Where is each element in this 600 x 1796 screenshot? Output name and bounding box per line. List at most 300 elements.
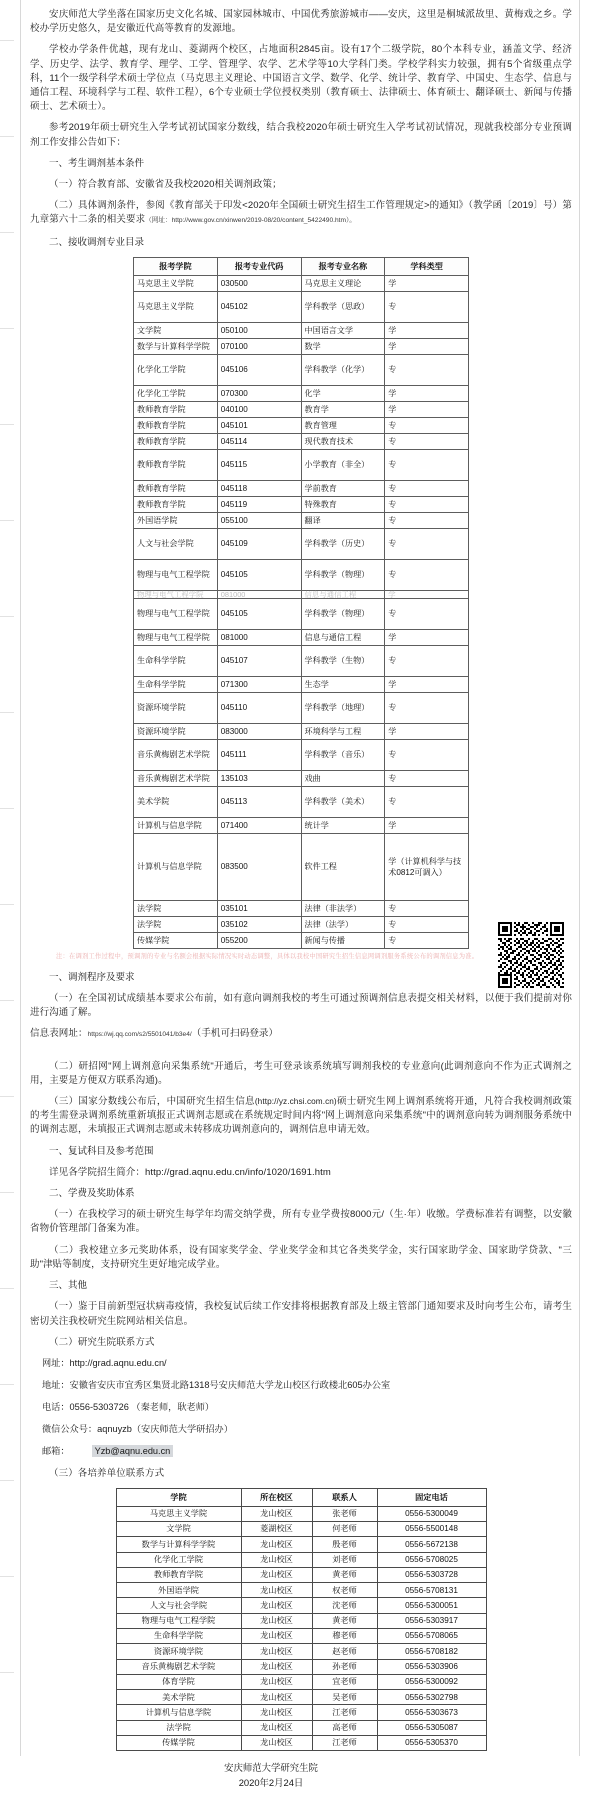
major-cell-code: 045118 xyxy=(217,480,301,496)
major-cell-college: 数学与计算科学学院 xyxy=(134,338,218,354)
table-row xyxy=(116,1659,486,1674)
contact-cell-college: 数学与计算科学学院 xyxy=(116,1537,241,1552)
table-row xyxy=(116,1674,486,1689)
other-item-3: （三）各培养单位联系方式 xyxy=(49,1467,165,1479)
email-value[interactable]: Yzb@aqnu.edu.cn xyxy=(92,1445,174,1457)
table-row xyxy=(116,1598,486,1613)
procedure-item-2: （二）研招网"网上调剂意向采集系统"开通后，考生可登录该系统填写调剂我校的专业意向(此调剂意向不作为正式调剂之用，主要是方便双方联系沟通)。 xyxy=(30,1060,572,1086)
contact-cell-college: 物理与电气工程学院 xyxy=(116,1613,241,1628)
contact-cell-phone: 0556-5708065 xyxy=(377,1629,486,1644)
major-cell-name: 马克思主义理论 xyxy=(301,275,385,291)
major-cell-name: 学科教学（物理） xyxy=(301,598,385,629)
table-row xyxy=(116,1613,486,1628)
contact-cell-person: 殷老师 xyxy=(312,1537,377,1552)
contact-cell-person: 高老师 xyxy=(312,1720,377,1735)
major-cell-type: 学 xyxy=(385,401,469,417)
table-row xyxy=(134,739,469,770)
table-row xyxy=(134,676,469,692)
page-edge-tick xyxy=(0,232,14,233)
page-edge-tick xyxy=(0,712,14,713)
footer-organization: 安庆师范大学研究生院 xyxy=(224,1762,318,1774)
condition-item-2-url: （网址：http://www.gov.cn/xinwen/2019-08/20/content_5422490.htm）。 xyxy=(145,217,356,225)
page-edge-tick xyxy=(0,1288,14,1289)
major-cell-type: 专 xyxy=(385,916,469,932)
major-cell-type: 专 xyxy=(385,598,469,629)
contact-header-campus: 所在校区 xyxy=(241,1489,312,1507)
table-row xyxy=(134,480,469,496)
major-cell-college: 计算机与信息学院 xyxy=(134,833,218,900)
contact-cell-college: 体育学院 xyxy=(116,1674,241,1689)
fee-item-2: （二）我校建立多元奖助体系，设有国家奖学金、学业奖学金和其它各类奖学金，实行国家助学金、国家助学贷款、"三助"津贴等制度，支持研究生更好地完成学业。 xyxy=(30,1244,572,1270)
table-row xyxy=(134,433,469,449)
table-row xyxy=(134,322,469,338)
major-cell-name: 环境科学与工程 xyxy=(301,723,385,739)
contact-cell-person: 江老师 xyxy=(312,1736,377,1751)
major-cell-type: 专 xyxy=(385,291,469,322)
major-cell-college: 法学院 xyxy=(134,900,218,916)
table-row xyxy=(116,1720,486,1735)
major-cell-name: 软件工程 xyxy=(301,833,385,900)
major-cell-name: 学科教学（思政） xyxy=(301,291,385,322)
contact-cell-phone: 0556-5300049 xyxy=(377,1506,486,1521)
catalog-red-note: 注：在调剂工作过程中，预调剂的专业与名额会根据实际情况实时动态调整，具体以我校中国研究生招生信息网调剂服务系统公布的调剂信息为准。 xyxy=(56,952,479,960)
contact-cell-campus: 菱湖校区 xyxy=(241,1522,312,1537)
major-cell-name: 新闻与传播 xyxy=(301,932,385,948)
major-cell-type: 专 xyxy=(385,770,469,786)
table-row xyxy=(134,275,469,291)
major-cell-type: 学 xyxy=(385,676,469,692)
fee-item-1: （一）在我校学习的硕士研究生每学年均需交纳学费，所有专业学费按8000元/（生·年）收缴。学费标准若有调整，以安徽省物价管理部门备案为准。 xyxy=(30,1209,572,1235)
procedure-item-1: （一）在全国初试成绩基本要求公布前，如有意向调剂我校的考生可通过预调剂信息表提交相关材料，以便于我们提前对你进行沟通了解。 xyxy=(30,993,572,1019)
major-cell-college: 法学院 xyxy=(134,916,218,932)
table-row xyxy=(116,1522,486,1537)
major-cell-code: 040100 xyxy=(217,401,301,417)
major-cell-type: 专 xyxy=(385,496,469,512)
page-edge-tick xyxy=(0,904,14,905)
major-cell-name: 翻译 xyxy=(301,512,385,528)
major-cell-code: 045114 xyxy=(217,433,301,449)
contact-cell-phone: 0556-5302798 xyxy=(377,1690,486,1705)
major-cell-type: 专 xyxy=(385,786,469,817)
major-cell-type: 学（计算机科学与技术0812可调入） xyxy=(385,833,469,900)
table-row xyxy=(134,590,469,598)
contact-cell-college: 教师教育学院 xyxy=(116,1567,241,1582)
major-cell-college: 文学院 xyxy=(134,322,218,338)
major-catalog-table xyxy=(133,257,469,949)
contact-cell-phone: 0556-5708182 xyxy=(377,1644,486,1659)
page-edge-tick xyxy=(0,1096,14,1097)
condition-item-2-text: （二）具体调剂条件，参阅《教育部关于印发<2020年全国硕士研究生招生工作管理规定>的通知》（教学函〔2019〕号）第九章第六十二条的相关要求 xyxy=(30,200,572,226)
contact-cell-person: 沈老师 xyxy=(312,1598,377,1613)
condition-item-2 xyxy=(30,199,572,228)
condition-item-1: （一）符合教育部、安徽省及我校2020相关调剂政策； xyxy=(49,179,282,191)
major-cell-name: 学科教学（物理） xyxy=(301,559,385,590)
major-cell-college: 美术学院 xyxy=(134,786,218,817)
table-row xyxy=(134,401,469,417)
major-cell-college: 资源环境学院 xyxy=(134,692,218,723)
intro-paragraph-1: 安庆师范大学坐落在国家历史文化名城、国家园林城市、中国优秀旅游城市——安庆，这里是桐城派故里、黄梅戏之乡。学校办学历史悠久，是安徽近代高等教育的发源地。 xyxy=(30,9,572,35)
contact-cell-phone: 0556-5300092 xyxy=(377,1674,486,1689)
email-label: 邮箱： xyxy=(42,1445,70,1456)
major-cell-name: 教育学 xyxy=(301,401,385,417)
section-heading-procedure: 一、调剂程序及要求 xyxy=(49,971,135,983)
document-footer xyxy=(30,1760,572,1790)
contact-cell-phone: 0556-5305370 xyxy=(377,1736,486,1751)
major-cell-college: 生命科学学院 xyxy=(134,676,218,692)
major-cell-name: 生态学 xyxy=(301,676,385,692)
major-cell-college: 计算机与信息学院 xyxy=(134,817,218,833)
table-row xyxy=(134,786,469,817)
contact-cell-phone: 0556-5305087 xyxy=(377,1720,486,1735)
table-row xyxy=(134,338,469,354)
contact-table-body xyxy=(116,1506,486,1751)
major-cell-name: 法律（非法学） xyxy=(301,900,385,916)
contact-cell-campus: 龙山校区 xyxy=(241,1537,312,1552)
major-header-code: 报考专业代码 xyxy=(217,257,301,275)
major-table-wrapper xyxy=(30,257,572,949)
major-cell-college: 教师教育学院 xyxy=(134,417,218,433)
major-cell-college: 教师教育学院 xyxy=(134,401,218,417)
form-url-value[interactable]: https://wj.qq.com/s2/5501041/b3e4/ xyxy=(87,1031,192,1039)
page-edge-tick xyxy=(0,424,14,425)
table-row xyxy=(134,449,469,480)
contact-cell-college: 资源环境学院 xyxy=(116,1644,241,1659)
table-row xyxy=(134,629,469,645)
contact-cell-campus: 龙山校区 xyxy=(241,1629,312,1644)
page-edge-tick xyxy=(0,1384,14,1385)
major-cell-type: 学 xyxy=(385,817,469,833)
contact-cell-phone: 0556-5500148 xyxy=(377,1522,486,1537)
footer-date: 2020年2月24日 xyxy=(238,1777,304,1789)
contact-cell-phone: 0556-5708025 xyxy=(377,1552,486,1567)
page-edge-tick xyxy=(0,1672,14,1673)
grad-school-website: 网址：http://grad.aqnu.edu.cn/ xyxy=(42,1357,167,1368)
major-cell-code: 045105 xyxy=(217,598,301,629)
contact-cell-person: 黄老师 xyxy=(312,1613,377,1628)
wechat-form-qr-code[interactable] xyxy=(498,922,564,988)
major-cell-college: 音乐黄梅剧艺术学院 xyxy=(134,739,218,770)
major-cell-code: 081000 xyxy=(217,590,301,598)
table-row xyxy=(134,692,469,723)
page-edge-tick xyxy=(0,328,14,329)
contact-table-wrapper xyxy=(30,1488,572,1751)
page-edge-tick xyxy=(0,1192,14,1193)
contact-cell-person: 刘老师 xyxy=(312,1552,377,1567)
major-cell-college: 资源环境学院 xyxy=(134,723,218,739)
page-edge-tick xyxy=(0,1480,14,1481)
major-cell-name: 学科教学（美术） xyxy=(301,786,385,817)
major-cell-type: 专 xyxy=(385,528,469,559)
major-cell-code: 135103 xyxy=(217,770,301,786)
table-row xyxy=(116,1537,486,1552)
procedure-item-3-url[interactable]: (http://yz.chsi.com.cn) xyxy=(254,1097,337,1107)
table-row xyxy=(134,598,469,629)
contact-cell-college: 生命科学学院 xyxy=(116,1629,241,1644)
contact-header-phone: 固定电话 xyxy=(377,1489,486,1507)
contact-cell-campus: 龙山校区 xyxy=(241,1506,312,1521)
page-edge-tick xyxy=(0,136,14,137)
grad-school-wechat: 微信公众号：aqnuyzb（安庆师范大学研招办） xyxy=(42,1423,233,1434)
contact-cell-college: 美术学院 xyxy=(116,1690,241,1705)
major-header-type: 学科类型 xyxy=(385,257,469,275)
table-row xyxy=(134,559,469,590)
other-item-2: （二）研究生院联系方式 xyxy=(49,1336,155,1348)
contact-cell-phone: 0556-5303673 xyxy=(377,1705,486,1720)
major-cell-type: 学 xyxy=(385,590,469,598)
table-row xyxy=(116,1583,486,1598)
major-cell-college: 化学化工学院 xyxy=(134,354,218,385)
major-cell-college: 马克思主义学院 xyxy=(134,275,218,291)
major-cell-name: 小学教育（非全） xyxy=(301,449,385,480)
other-item-1: （一）鉴于目前新型冠状病毒疫情，我校复试后续工作安排将根据教育部及上级主管部门通知要求及时向考生公布，请考生密切关注我校研究生院网站相关信息。 xyxy=(30,1301,572,1327)
major-cell-name: 统计学 xyxy=(301,817,385,833)
major-cell-type: 专 xyxy=(385,480,469,496)
major-cell-college: 人文与社会学院 xyxy=(134,528,218,559)
table-row xyxy=(116,1506,486,1521)
table-row xyxy=(134,723,469,739)
contact-cell-person: 孙老师 xyxy=(312,1659,377,1674)
major-cell-code: 045106 xyxy=(217,354,301,385)
contact-cell-campus: 龙山校区 xyxy=(241,1690,312,1705)
contact-cell-college: 计算机与信息学院 xyxy=(116,1705,241,1720)
major-cell-type: 学 xyxy=(385,629,469,645)
contact-cell-campus: 龙山校区 xyxy=(241,1552,312,1567)
major-cell-name: 教育管理 xyxy=(301,417,385,433)
major-cell-college: 外国语学院 xyxy=(134,512,218,528)
major-cell-name: 学科教学（地理） xyxy=(301,692,385,723)
major-header-college: 报考学院 xyxy=(134,257,218,275)
table-row xyxy=(116,1690,486,1705)
contact-cell-person: 穆老师 xyxy=(312,1629,377,1644)
major-cell-code: 083000 xyxy=(217,723,301,739)
contact-cell-college: 法学院 xyxy=(116,1720,241,1735)
major-cell-code: 045102 xyxy=(217,291,301,322)
contact-cell-phone: 0556-5300051 xyxy=(377,1598,486,1613)
contact-cell-campus: 龙山校区 xyxy=(241,1567,312,1582)
table-row xyxy=(134,817,469,833)
major-cell-name: 学科教学（化学） xyxy=(301,354,385,385)
table-row xyxy=(134,932,469,948)
major-table-header-row xyxy=(134,257,469,275)
major-cell-code: 035101 xyxy=(217,900,301,916)
contact-cell-campus: 龙山校区 xyxy=(241,1720,312,1735)
page-edge-tick xyxy=(0,1000,14,1001)
procedure-item-3-part-b: 硕士研究生网上调剂系统将开通，凡符合我校调剂政策的考生需登录调剂系统重新填报正式调剂志愿或在系统规定时间内将"网上调剂意向采集系统"中的调剂意向转为调剂服务系统中的调剂志愿，未填报正式调剂志愿或未转移成功调剂意向的，调剂信息申请无效。 xyxy=(30,1096,572,1136)
section-heading-major-catalog: 二、接收调剂专业目录 xyxy=(49,236,145,248)
table-row xyxy=(134,770,469,786)
contact-cell-person: 何老师 xyxy=(312,1522,377,1537)
major-cell-name: 数学 xyxy=(301,338,385,354)
table-row xyxy=(134,645,469,676)
major-cell-code: 055100 xyxy=(217,512,301,528)
table-row xyxy=(134,385,469,401)
contact-cell-person: 赵老师 xyxy=(312,1644,377,1659)
major-cell-name: 法律（法学） xyxy=(301,916,385,932)
contact-cell-college: 传媒学院 xyxy=(116,1736,241,1751)
contact-table-header-row xyxy=(116,1489,486,1507)
page-edge-tick xyxy=(0,520,14,521)
section-heading-basic-conditions: 一、考生调剂基本条件 xyxy=(49,157,145,169)
major-cell-type: 专 xyxy=(385,433,469,449)
major-cell-code: 081000 xyxy=(217,629,301,645)
major-cell-code: 045109 xyxy=(217,528,301,559)
major-cell-type: 专 xyxy=(385,354,469,385)
form-url-hint: （手机可扫码登录） xyxy=(191,1028,279,1040)
major-cell-college: 教师教育学院 xyxy=(134,449,218,480)
contact-cell-campus: 龙山校区 xyxy=(241,1644,312,1659)
procedure-item-3-part-a: （三）国家分数线公布后，中国研究生招生信息 xyxy=(49,1096,255,1108)
major-cell-name: 戏曲 xyxy=(301,770,385,786)
major-cell-type: 专 xyxy=(385,449,469,480)
section-heading-other: 三、其他 xyxy=(49,1280,88,1292)
major-cell-college: 音乐黄梅剧艺术学院 xyxy=(134,770,218,786)
contact-cell-college: 人文与社会学院 xyxy=(116,1598,241,1613)
table-row xyxy=(134,833,469,900)
contact-cell-phone: 0556-5708131 xyxy=(377,1583,486,1598)
qr-code-icon xyxy=(498,922,564,988)
major-cell-code: 083500 xyxy=(217,833,301,900)
major-cell-code: 045111 xyxy=(217,739,301,770)
table-row xyxy=(134,900,469,916)
major-cell-college: 物理与电气工程学院 xyxy=(134,598,218,629)
major-cell-college: 物理与电气工程学院 xyxy=(134,629,218,645)
grad-school-address: 地址：安徽省安庆市宜秀区集贤北路1318号安庆师范大学龙山校区行政楼北605办公室 xyxy=(42,1379,391,1390)
major-cell-type: 专 xyxy=(385,692,469,723)
major-cell-code: 070100 xyxy=(217,338,301,354)
contact-cell-campus: 龙山校区 xyxy=(241,1705,312,1720)
contact-cell-person: 宜老师 xyxy=(312,1674,377,1689)
major-cell-name: 现代教育技术 xyxy=(301,433,385,449)
major-cell-college: 物理与电气工程学院 xyxy=(134,559,218,590)
major-cell-name: 学科教学（生物） xyxy=(301,645,385,676)
major-cell-code: 045110 xyxy=(217,692,301,723)
page-edge-tick xyxy=(0,616,14,617)
intro-paragraph-3: 参考2019年硕士研究生入学考试初试国家分数线，结合我校2020年硕士研究生入学考试初试情况，现就我校部分专业预调剂工作安排公告如下： xyxy=(30,122,572,148)
major-cell-name: 中国语言文学 xyxy=(301,322,385,338)
major-table-body xyxy=(134,275,469,948)
major-cell-code: 071400 xyxy=(217,817,301,833)
major-cell-college: 马克思主义学院 xyxy=(134,291,218,322)
major-cell-type: 学 xyxy=(385,322,469,338)
procedure-item-3 xyxy=(30,1095,572,1138)
contact-cell-college: 马克思主义学院 xyxy=(116,1506,241,1521)
retest-detail-line: 详见各学院招生简介：http://grad.aqnu.edu.cn/info/1020/1691.htm xyxy=(49,1166,331,1178)
contact-cell-phone: 0556-5303728 xyxy=(377,1567,486,1582)
table-row xyxy=(116,1705,486,1720)
section-heading-fees: 二、学费及奖助体系 xyxy=(49,1188,135,1200)
major-cell-college: 化学化工学院 xyxy=(134,385,218,401)
table-row xyxy=(134,354,469,385)
form-url-label: 信息表网址： xyxy=(30,1028,88,1040)
page-edge-tick xyxy=(0,808,14,809)
contact-cell-campus: 龙山校区 xyxy=(241,1598,312,1613)
table-row xyxy=(134,512,469,528)
major-cell-type: 专 xyxy=(385,739,469,770)
major-cell-type: 专 xyxy=(385,932,469,948)
major-cell-code: 045113 xyxy=(217,786,301,817)
major-cell-type: 专 xyxy=(385,417,469,433)
grad-school-phone: 电话：0556-5303726 （秦老师，耿老师） xyxy=(42,1401,215,1412)
major-cell-college: 生命科学学院 xyxy=(134,645,218,676)
page-edge-tick xyxy=(0,40,14,41)
contact-cell-campus: 龙山校区 xyxy=(241,1613,312,1628)
major-cell-type: 专 xyxy=(385,512,469,528)
major-cell-college: 物理与电气工程学院 xyxy=(134,590,218,598)
contact-cell-phone: 0556-5672138 xyxy=(377,1537,486,1552)
contact-cell-college: 文学院 xyxy=(116,1522,241,1537)
contact-cell-college: 音乐黄梅剧艺术学院 xyxy=(116,1659,241,1674)
contact-cell-phone: 0556-5303917 xyxy=(377,1613,486,1628)
major-cell-college: 传媒学院 xyxy=(134,932,218,948)
major-cell-name: 学前教育 xyxy=(301,480,385,496)
major-cell-code: 045115 xyxy=(217,449,301,480)
table-row xyxy=(134,291,469,322)
contact-cell-campus: 龙山校区 xyxy=(241,1583,312,1598)
contact-cell-person: 黄老师 xyxy=(312,1567,377,1582)
major-cell-college: 教师教育学院 xyxy=(134,433,218,449)
section-heading-retest: 一、复试科目及参考范围 xyxy=(49,1145,154,1157)
page-edge-tick xyxy=(0,1576,14,1577)
table-row xyxy=(116,1736,486,1751)
table-row xyxy=(134,528,469,559)
contact-cell-phone: 0556-5303906 xyxy=(377,1659,486,1674)
major-cell-code: 045105 xyxy=(217,559,301,590)
major-cell-name: 学科教学（音乐） xyxy=(301,739,385,770)
grad-school-email-line xyxy=(30,1445,572,1458)
major-cell-type: 学 xyxy=(385,723,469,739)
table-row xyxy=(134,496,469,512)
major-cell-type: 专 xyxy=(385,645,469,676)
major-cell-code: 055200 xyxy=(217,932,301,948)
contact-cell-campus: 龙山校区 xyxy=(241,1736,312,1751)
contact-header-person: 联系人 xyxy=(312,1489,377,1507)
major-cell-type: 专 xyxy=(385,900,469,916)
contact-cell-campus: 龙山校区 xyxy=(241,1659,312,1674)
major-cell-type: 学 xyxy=(385,385,469,401)
major-cell-code: 045119 xyxy=(217,496,301,512)
major-cell-type: 学 xyxy=(385,338,469,354)
major-cell-code: 070300 xyxy=(217,385,301,401)
major-cell-type: 专 xyxy=(385,559,469,590)
major-cell-code: 030500 xyxy=(217,275,301,291)
table-row xyxy=(116,1644,486,1659)
contact-cell-campus: 龙山校区 xyxy=(241,1674,312,1689)
table-row xyxy=(116,1567,486,1582)
contact-cell-college: 化学化工学院 xyxy=(116,1552,241,1567)
contact-header-college: 学院 xyxy=(116,1489,241,1507)
contact-cell-person: 吴老师 xyxy=(312,1690,377,1705)
major-cell-code: 045107 xyxy=(217,645,301,676)
contact-cell-person: 张老师 xyxy=(312,1506,377,1521)
table-row xyxy=(116,1552,486,1567)
unit-contact-table xyxy=(116,1488,487,1751)
major-cell-name: 特殊教育 xyxy=(301,496,385,512)
table-row xyxy=(116,1629,486,1644)
major-cell-name: 学科教学（历史） xyxy=(301,528,385,559)
major-cell-code: 050100 xyxy=(217,322,301,338)
major-cell-type: 学 xyxy=(385,275,469,291)
major-cell-college: 教师教育学院 xyxy=(134,480,218,496)
intro-paragraph-2: 学校办学条件优越，现有龙山、菱湖两个校区，占地面积2845亩。设有17个二级学院，80个本科专业，涵盖文学、经济学、历史学、法学、教育学、理学、工学、管理学、农学、艺术学等10大学科门类。学校学科实力较强，拥有5个省级重点学科，11个一级学科学术硕士学位点（马克思主义理论、中国语言文学、数学、化学、统计学、教育学、中国史、生态学、信息与通信工程、环境科学与工程、软件工程），6个专业硕士学位授权类别（教育硕士、法律硕士、体育硕士、翻译硕士、新闻与传播硕士、艺术硕士）。 xyxy=(30,44,572,113)
major-cell-college: 教师教育学院 xyxy=(134,496,218,512)
major-cell-name: 信息与通信工程 xyxy=(301,590,385,598)
form-url-line xyxy=(30,1027,572,1042)
table-row xyxy=(134,417,469,433)
contact-cell-person: 权老师 xyxy=(312,1583,377,1598)
major-cell-code: 045101 xyxy=(217,417,301,433)
table-row xyxy=(134,916,469,932)
major-cell-name: 化学 xyxy=(301,385,385,401)
